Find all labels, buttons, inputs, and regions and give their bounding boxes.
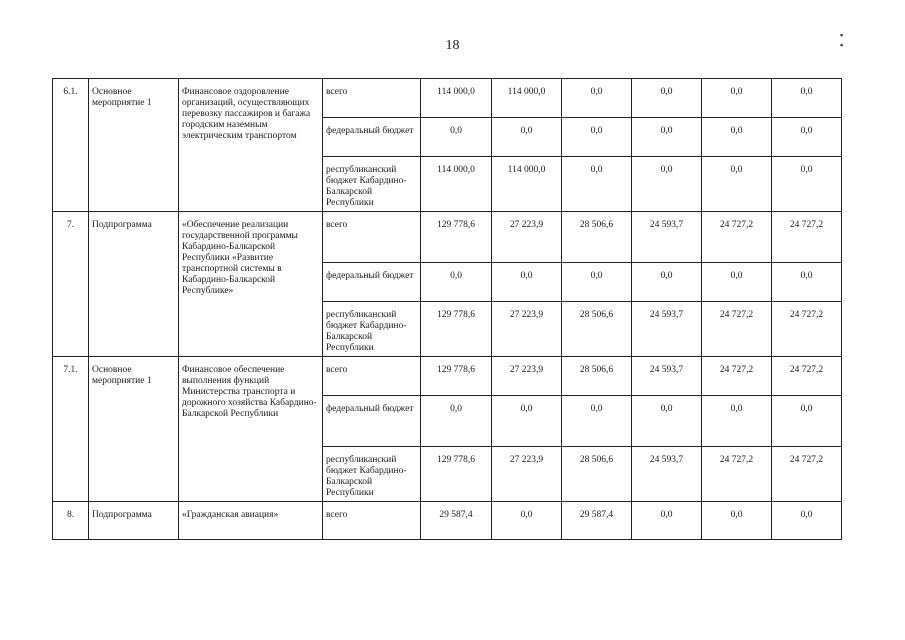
funding-source: республиканский бюджет Кабардино-Балкарской Республики — [323, 157, 421, 212]
amount-cell: 27 223,9 — [492, 357, 562, 396]
row-type: Основное мероприятие 1 — [89, 357, 179, 502]
amount-cell: 24 727,2 — [702, 447, 772, 502]
amount-cell: 24 727,2 — [772, 302, 842, 357]
page-number: 18 — [445, 38, 460, 53]
row-code: 8. — [53, 502, 89, 540]
amount-cell: 24 593,7 — [632, 212, 702, 263]
row-type: Подпрограмма — [89, 212, 179, 357]
amount-cell: 0,0 — [772, 396, 842, 447]
funding-source: федеральный бюджет — [323, 263, 421, 302]
amount-cell: 0,0 — [702, 263, 772, 302]
row-name: «Гражданская авиация» — [179, 502, 323, 540]
amount-cell: 129 778,6 — [421, 357, 492, 396]
funding-source: республиканский бюджет Кабардино-Балкарской Республики — [323, 447, 421, 502]
funding-source: федеральный бюджет — [323, 118, 421, 157]
amount-cell: 24 727,2 — [702, 212, 772, 263]
amount-cell: 24 727,2 — [702, 302, 772, 357]
amount-cell: 29 587,4 — [562, 502, 632, 540]
row-code: 7. — [53, 212, 89, 357]
row-name: Финансовое обеспечение выполнения функций Министерства транспорта и дорожного хозяйства Кабардино-Балкарской Республики — [179, 357, 323, 502]
amount-cell: 0,0 — [562, 118, 632, 157]
amount-cell: 24 593,7 — [632, 302, 702, 357]
amount-cell: 0,0 — [632, 263, 702, 302]
row-code: 6.1. — [53, 79, 89, 212]
row-type: Основное мероприятие 1 — [89, 79, 179, 212]
budget-table — [52, 78, 842, 540]
amount-cell: 114 000,0 — [421, 157, 492, 212]
amount-cell: 27 223,9 — [492, 212, 562, 263]
amount-cell: 24 593,7 — [632, 447, 702, 502]
amount-cell: 24 593,7 — [632, 357, 702, 396]
table-row — [53, 212, 842, 263]
amount-cell: 0,0 — [632, 118, 702, 157]
scan-marks: ▪ ▪ — [840, 30, 870, 50]
amount-cell: 0,0 — [702, 502, 772, 540]
amount-cell: 0,0 — [492, 502, 562, 540]
amount-cell: 129 778,6 — [421, 447, 492, 502]
budget-table-body — [53, 79, 842, 540]
amount-cell: 129 778,6 — [421, 302, 492, 357]
amount-cell: 0,0 — [632, 502, 702, 540]
amount-cell: 24 727,2 — [772, 357, 842, 396]
amount-cell: 0,0 — [632, 79, 702, 118]
amount-cell: 0,0 — [492, 396, 562, 447]
amount-cell: 0,0 — [562, 79, 632, 118]
amount-cell: 28 506,6 — [562, 357, 632, 396]
amount-cell: 114 000,0 — [492, 157, 562, 212]
amount-cell: 114 000,0 — [421, 79, 492, 118]
amount-cell: 0,0 — [562, 263, 632, 302]
funding-source: федеральный бюджет — [323, 396, 421, 447]
amount-cell: 0,0 — [702, 118, 772, 157]
funding-source: всего — [323, 357, 421, 396]
amount-cell: 0,0 — [492, 118, 562, 157]
table-row — [53, 357, 842, 396]
funding-source: всего — [323, 502, 421, 540]
amount-cell: 0,0 — [772, 502, 842, 540]
funding-source: всего — [323, 79, 421, 118]
amount-cell: 0,0 — [421, 396, 492, 447]
row-name: «Обеспечение реализации государственной программы Кабардино-Балкарской Республики «Развитие транспортной системы в Кабардино-Балкарской Республике» — [179, 212, 323, 357]
row-type: Подпрограмма — [89, 502, 179, 540]
amount-cell: 28 506,6 — [562, 212, 632, 263]
row-name: Финансовое оздоровление организаций, осуществляющих перевозку пассажиров и багажа городским наземным электрическим транспортом — [179, 79, 323, 212]
amount-cell: 0,0 — [421, 118, 492, 157]
amount-cell: 24 727,2 — [772, 212, 842, 263]
amount-cell: 0,0 — [772, 157, 842, 212]
table-row — [53, 502, 842, 540]
amount-cell: 0,0 — [702, 157, 772, 212]
funding-source: всего — [323, 212, 421, 263]
amount-cell: 0,0 — [772, 79, 842, 118]
amount-cell: 27 223,9 — [492, 447, 562, 502]
amount-cell: 129 778,6 — [421, 212, 492, 263]
amount-cell: 0,0 — [421, 263, 492, 302]
amount-cell: 0,0 — [562, 396, 632, 447]
amount-cell: 28 506,6 — [562, 302, 632, 357]
amount-cell: 0,0 — [562, 157, 632, 212]
table-row — [53, 79, 842, 118]
amount-cell: 0,0 — [772, 263, 842, 302]
amount-cell: 114 000,0 — [492, 79, 562, 118]
amount-cell: 0,0 — [632, 396, 702, 447]
amount-cell: 28 506,6 — [562, 447, 632, 502]
amount-cell: 0,0 — [702, 396, 772, 447]
amount-cell: 0,0 — [492, 263, 562, 302]
amount-cell: 29 587,4 — [421, 502, 492, 540]
funding-source: республиканский бюджет Кабардино-Балкарской Республики — [323, 302, 421, 357]
amount-cell: 24 727,2 — [772, 447, 842, 502]
amount-cell: 0,0 — [632, 157, 702, 212]
row-code: 7.1. — [53, 357, 89, 502]
amount-cell: 24 727,2 — [702, 357, 772, 396]
amount-cell: 0,0 — [772, 118, 842, 157]
amount-cell: 0,0 — [702, 79, 772, 118]
amount-cell: 27 223,9 — [492, 302, 562, 357]
